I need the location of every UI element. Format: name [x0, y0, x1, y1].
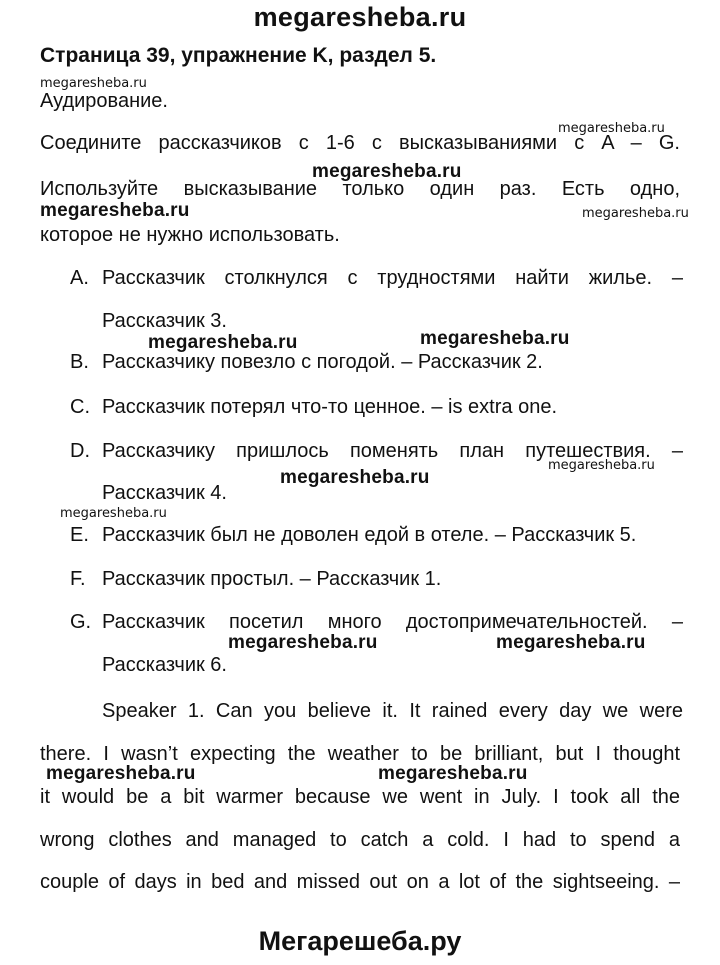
watermark: megaresheba.ru — [40, 76, 147, 91]
item-text: Рассказчик столкнулся с трудностями найти жилье. – — [102, 267, 683, 289]
site-header: megaresheba.ru — [253, 2, 467, 32]
item-letter: B. — [70, 351, 89, 373]
watermark: megaresheba.ru — [378, 763, 528, 784]
item-letter: E. — [70, 524, 89, 546]
speaker-text-line: there. I wasn’t expecting the weather to be brilliant, but I thought — [40, 743, 680, 765]
watermark: megaresheba.ru — [40, 200, 190, 221]
item-text: Рассказчик простыл. – Рассказчик 1. — [102, 568, 442, 590]
watermark: megaresheba.ru — [582, 206, 689, 221]
item-text: Рассказчик был не доволен едой в отеле. – Рассказчик 5. — [102, 524, 637, 546]
item-text-continuation: Рассказчик 3. — [102, 310, 227, 332]
watermark: megaresheba.ru — [558, 121, 665, 136]
watermark: megaresheba.ru — [420, 328, 570, 349]
speaker-text-line: it would be a bit warmer because we went in July. I took all the — [40, 786, 680, 808]
item-letter: D. — [70, 440, 90, 462]
watermark: megaresheba.ru — [228, 632, 378, 653]
speaker-text-line: wrong clothes and managed to catch a cold. I had to spend a — [40, 829, 680, 851]
item-text: Рассказчик потерял что-то ценное. – is extra one. — [102, 396, 557, 418]
section-heading: Аудирование. — [40, 90, 168, 112]
watermark: megaresheba.ru — [148, 332, 298, 353]
instruction-line: Соедините рассказчиков с 1-6 с высказываниями с A – G. — [40, 132, 680, 154]
item-text-continuation: Рассказчик 6. — [102, 654, 227, 676]
item-text: Рассказчик посетил много достопримечательностей. – — [102, 611, 683, 633]
speaker-text-line: Speaker 1. Can you believe it. It rained every day we were — [102, 700, 683, 722]
page-title: Страница 39, упражнение K, раздел 5. — [40, 44, 437, 67]
site-footer: Мегарешеба.ру — [258, 926, 462, 956]
item-text: Рассказчику пришлось поменять план путешествия. – — [102, 440, 683, 462]
instruction-line: Используйте высказывание только один раз. Есть одно, — [40, 178, 680, 200]
watermark: megaresheba.ru — [312, 161, 462, 182]
item-letter: F. — [70, 568, 86, 590]
watermark: megaresheba.ru — [46, 763, 196, 784]
instruction-line: которое не нужно использовать. — [40, 224, 340, 246]
watermark: megaresheba.ru — [496, 632, 646, 653]
watermark: megaresheba.ru — [548, 458, 655, 473]
watermark: megaresheba.ru — [60, 506, 167, 521]
speaker-text-line: couple of days in bed and missed out on a lot of the sightseeing. – — [40, 871, 680, 893]
item-text-continuation: Рассказчик 4. — [102, 482, 227, 504]
item-letter: G. — [70, 611, 92, 633]
item-text: Рассказчику повезло с погодой. – Рассказчик 2. — [102, 351, 543, 373]
item-letter: C. — [70, 396, 90, 418]
watermark: megaresheba.ru — [280, 467, 430, 488]
item-letter: A. — [70, 267, 89, 289]
